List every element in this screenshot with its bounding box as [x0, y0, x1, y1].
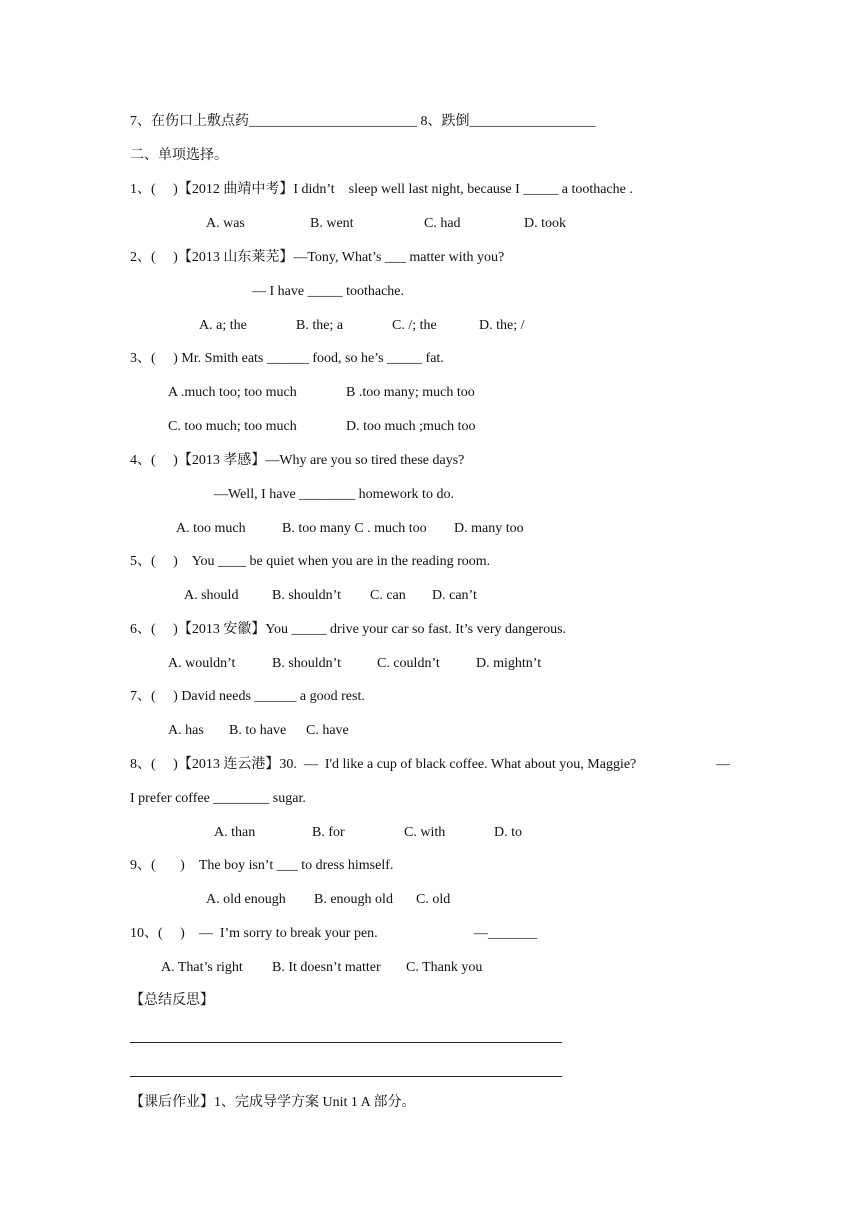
q6-option-a: A. wouldn’t	[168, 656, 236, 671]
question-5: 5、( ) You ____ be quiet when you are in the reading room.	[130, 554, 491, 569]
question-4: 4、( )【2013 孝感】—Why are you so tired these days?	[130, 453, 465, 468]
q5-option-b: B. shouldn’t	[272, 588, 341, 603]
q4-option-a: A. too much	[176, 521, 246, 536]
homework-text: 【课后作业】1、完成导学方案 Unit 1 A 部分。	[130, 1095, 416, 1110]
q1-option-a: A. was	[206, 216, 245, 231]
q7-option-a: A. has	[168, 723, 204, 738]
q2-option-b: B. the; a	[296, 318, 344, 333]
q7-option-b: B. to have	[229, 723, 287, 738]
question-3: 3、( ) Mr. Smith eats ______ food, so he’s _____ fat.	[130, 351, 444, 366]
question-1: 1、( )【2012 曲靖中考】I didn’t sleep well last night, because I _____ a toothache .	[130, 182, 633, 197]
q8-option-b: B. for	[312, 825, 345, 840]
summary-heading: 【总结反思】	[130, 993, 214, 1008]
q10-option-c: C. Thank you	[406, 960, 483, 975]
question-2: 2、( )【2013 山东莱芜】—Tony, What’s ___ matter with you?	[130, 250, 505, 265]
q5-option-c: C. can	[370, 588, 406, 603]
q6-option-d: D. mightn’t	[476, 656, 542, 671]
q2-option-a: A. a; the	[199, 318, 247, 333]
vocab-item-7-8: 7、在伤口上敷点药________________________ 8、跌倒__________________	[130, 114, 596, 129]
q3-option-d: D. too much ;much too	[346, 419, 476, 434]
q1-option-c: C. had	[424, 216, 461, 231]
q8-option-d: D. to	[494, 825, 522, 840]
q6-option-b: B. shouldn’t	[272, 656, 341, 671]
q10-option-b: B. It doesn’t matter	[272, 960, 381, 975]
q8-option-a: A. than	[214, 825, 256, 840]
q2-option-d: D. the; /	[479, 318, 525, 333]
q9-option-c: C. old	[416, 892, 451, 907]
q9-option-b: B. enough old	[314, 892, 393, 907]
q1-option-d: D. took	[524, 216, 566, 231]
q10-option-a: A. That’s right	[161, 960, 243, 975]
q2-option-c: C. /; the	[392, 318, 437, 333]
q7-option-c: C. have	[306, 723, 349, 738]
question-6: 6、( )【2013 安徽】You _____ drive your car so fast. It’s very dangerous.	[130, 622, 567, 637]
summary-answer-line-1	[130, 1042, 562, 1043]
q5-option-d: D. can’t	[432, 588, 477, 603]
section-title: 二、单项选择。	[130, 148, 228, 163]
q3-option-a: A .much too; too much	[168, 385, 297, 400]
q8-option-c: C. with	[404, 825, 446, 840]
question-10: 10、( ) — I’m sorry to break your pen.	[130, 926, 378, 941]
q8-dash: —	[716, 757, 730, 772]
q3-option-c: C. too much; too much	[168, 419, 297, 434]
q10-reply-blank: —_______	[474, 926, 537, 941]
q2-reply: — I have _____ toothache.	[252, 284, 405, 299]
summary-answer-line-2	[130, 1076, 562, 1077]
q5-option-a: A. should	[184, 588, 239, 603]
q1-option-b: B. went	[310, 216, 354, 231]
q8-continuation: I prefer coffee ________ sugar.	[130, 791, 306, 806]
q4-option-b-c: B. too many C . much too	[282, 521, 427, 536]
q4-reply: —Well, I have ________ homework to do.	[214, 487, 454, 502]
q9-option-a: A. old enough	[206, 892, 286, 907]
question-9: 9、( ) The boy isn’t ___ to dress himself.	[130, 858, 394, 873]
q4-option-d: D. many too	[454, 521, 524, 536]
q3-option-b: B .too many; much too	[346, 385, 475, 400]
question-8: 8、( )【2013 连云港】30. — I'd like a cup of black coffee. What about you, Maggie?	[130, 757, 637, 772]
question-7: 7、( ) David needs ______ a good rest.	[130, 689, 365, 704]
q6-option-c: C. couldn’t	[377, 656, 440, 671]
